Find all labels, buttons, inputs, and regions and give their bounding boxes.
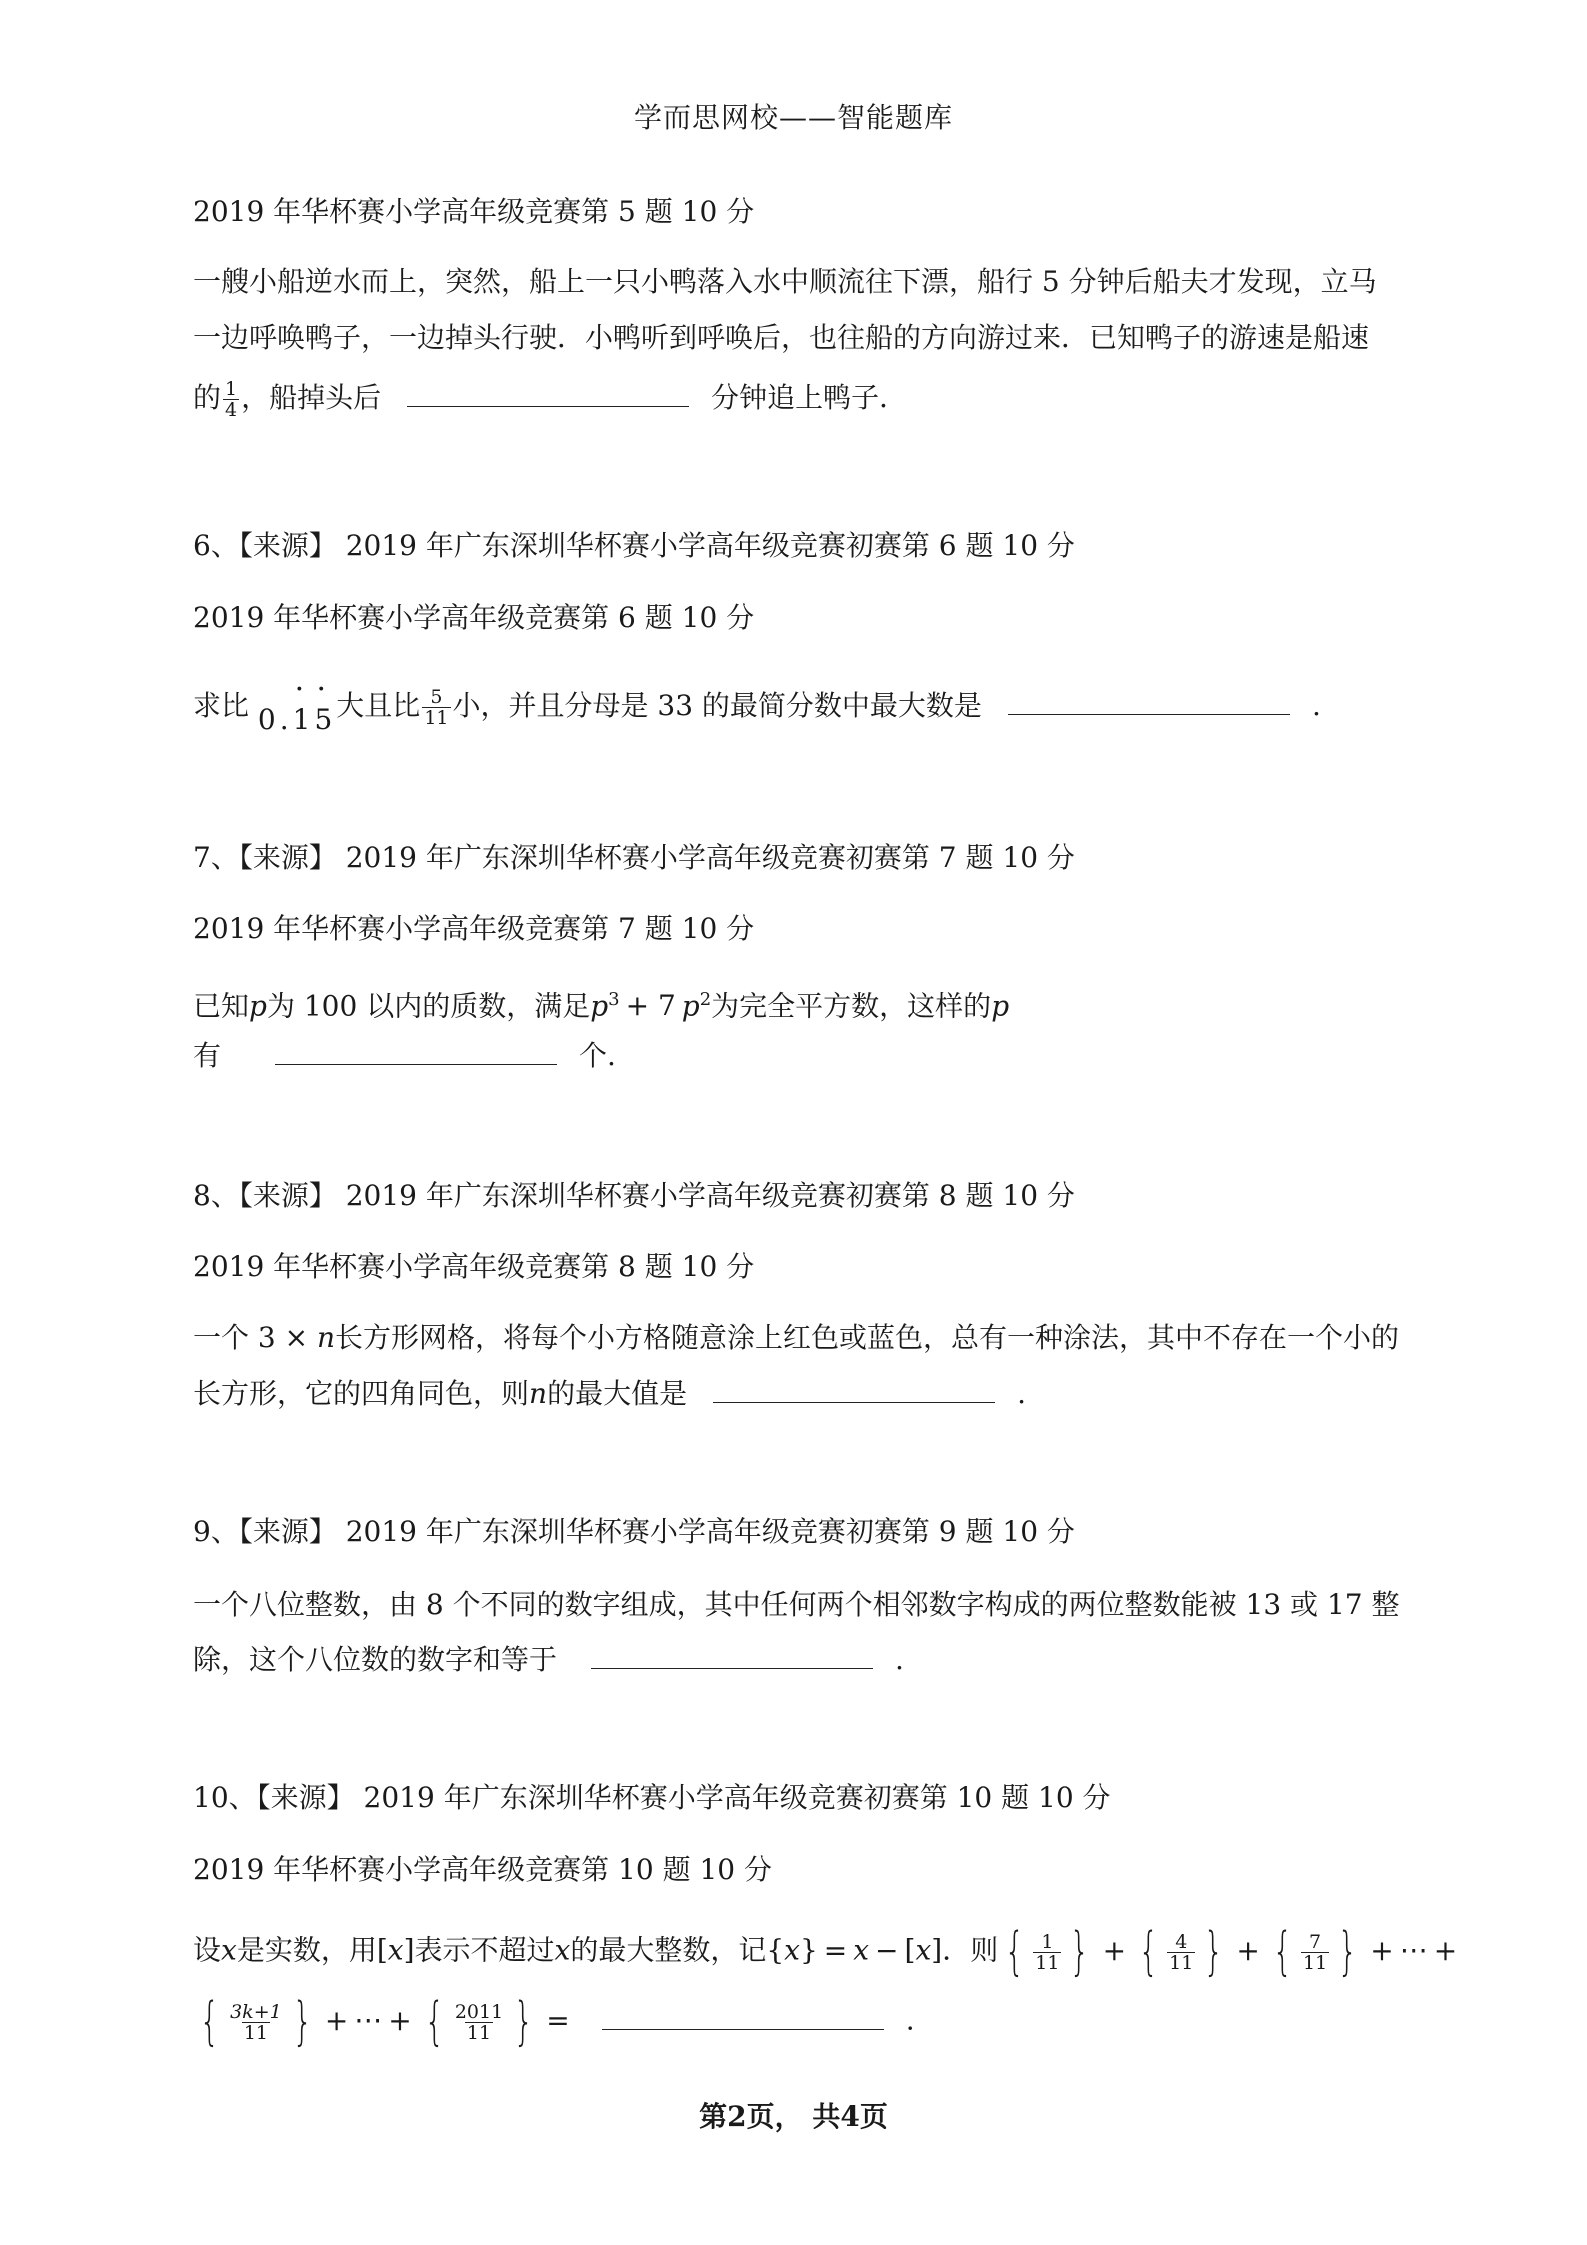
q6-repeating-decimal: 0.· 1· 5: [258, 703, 336, 736]
q8-subtitle: 2019 年华杯赛小学高年级竞赛第 8 题 10 分: [193, 1250, 755, 1283]
q5-answer-blank[interactable]: [407, 380, 689, 407]
q9-line2: 除，这个八位数的数字和等于 .: [193, 1643, 904, 1676]
q9-source: 9、【来源】 2019 年广东深圳华杯赛小学高年级竞赛初赛第 9 题 10 分: [193, 1515, 1075, 1548]
q9-answer-blank[interactable]: [591, 1642, 873, 1669]
q10-line1: 设x是实数，用[x]表示不超过x的最大整数，记{x} = x − [x]．则 { $\frac{1}{11}$ } + { $\frac{4}{11}$ } + { $\frac{7}{11}$ } + ⋯ +: [193, 1922, 1458, 1982]
q10-answer-blank[interactable]: [602, 2003, 884, 2030]
q10-line2: { $\frac{3k+1}{11}$ } + ⋯ + { $\frac{2011}{11}$ } = .: [199, 1992, 915, 2052]
q7-subtitle: 2019 年华杯赛小学高年级竞赛第 7 题 10 分: [193, 912, 755, 945]
q8-line1: 一个 3 × n长方形网格，将每个小方格随意涂上红色或蓝色，总有一种涂法，其中不存在一个小的: [193, 1321, 1400, 1354]
q8-line2: 长方形，它的四角同色，则n的最大值是 .: [193, 1377, 1026, 1410]
q6-source: 6、【来源】 2019 年广东深圳华杯赛小学高年级竞赛初赛第 6 题 10 分: [193, 529, 1075, 562]
q7-source: 7、【来源】 2019 年广东深圳华杯赛小学高年级竞赛初赛第 7 题 10 分: [193, 841, 1075, 874]
q5-line3: 的 $\frac{1}{4}$ ，船掉头后 分钟追上鸭子．: [193, 378, 908, 421]
q7-line1: 已知p为 100 以内的质数，满足$p^3 + 7$ $p^2$为完全平方数，这样的p: [193, 989, 1010, 1023]
page-footer: 第2页， 共4页: [699, 2100, 888, 2133]
q5-line1: 一艘小船逆水而上，突然，船上一只小鸭落入水中顺流往下漂，船行 5 分钟后船夫才发现，立马: [193, 265, 1377, 298]
q6-subtitle: 2019 年华杯赛小学高年级竞赛第 6 题 10 分: [193, 601, 755, 634]
q10-source: 10、【来源】 2019 年广东深圳华杯赛小学高年级竞赛初赛第 10 题 10 分: [193, 1781, 1111, 1814]
q9-line1: 一个八位整数，由 8 个不同的数字组成，其中任何两个相邻数字构成的两位整数能被 13 或 17 整: [193, 1588, 1400, 1621]
q6-line1: 求比 0.· 1· 5大且比 $\frac{5}{11}$ 小，并且分母是 33 的最简分数中最大数是 .: [193, 686, 1321, 740]
q5-line2: 一边呼唤鸭子，一边掉头行驶．小鸭听到呼唤后，也往船的方向游过来．已知鸭子的游速是船速: [193, 321, 1370, 354]
q7-answer-blank[interactable]: [275, 1038, 557, 1065]
q5-fraction: $\frac{1}{4}$: [225, 378, 238, 421]
q6-fraction: $\frac{5}{11}$: [424, 686, 449, 729]
q8-answer-blank[interactable]: [713, 1376, 995, 1403]
q10-subtitle: 2019 年华杯赛小学高年级竞赛第 10 题 10 分: [193, 1853, 773, 1886]
q5-subtitle: 2019 年华杯赛小学高年级竞赛第 5 题 10 分: [193, 195, 755, 228]
page-header: 学而思网校——智能题库: [633, 101, 953, 134]
q8-source: 8、【来源】 2019 年广东深圳华杯赛小学高年级竞赛初赛第 8 题 10 分: [193, 1179, 1075, 1212]
q7-line2: 有 个.: [193, 1039, 616, 1072]
q6-answer-blank[interactable]: [1008, 688, 1290, 715]
